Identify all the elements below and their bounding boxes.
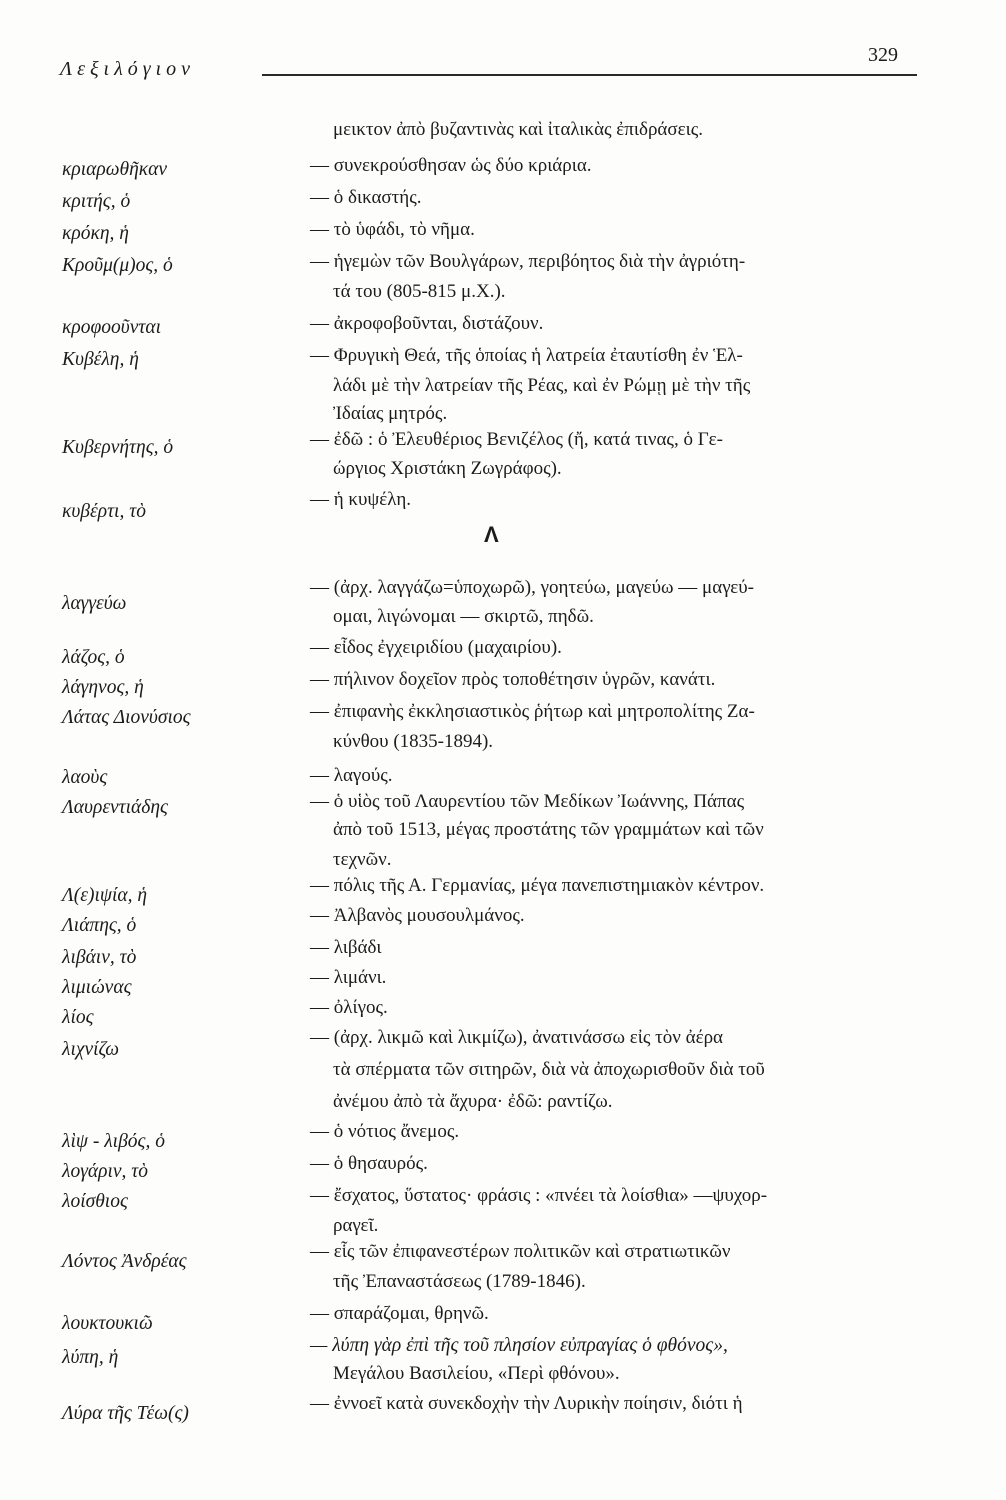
definition-line: — Φρυγικὴ Θεά, τῆς ὁποίας ἡ λατρεία ἐταυτίσθη ἐν Ἑλ- [310,345,743,366]
definition-line: — Ἀλβανὸς μουσουλμάνος. [310,905,525,926]
headword: Λύρα τῆς Τέω(ς) [62,1403,189,1424]
definition-line: κύνθου (1835-1894). [333,731,494,752]
headword: λύπη, ἡ [62,1347,119,1368]
header-rule [262,74,917,76]
headword: λαοὺς [62,767,108,788]
definition-line: — ἡγεμὼν τῶν Βουλγάρων, περιβόητος διὰ τὴν ἀγριότη- [310,251,746,272]
definition-line: ἀπὸ τοῦ 1513, μέγας προστάτης τῶν γραμμάτων καὶ τῶν [333,819,764,840]
definition-line: — ἡ κυψέλη. [310,489,412,510]
definition-line: — ἐπιφανὴς ἐκκλησιαστικὸς ῥήτωρ καὶ μητροπολίτης Ζα- [310,701,755,722]
headword: κριτής, ὁ [62,191,131,212]
headword: κυβέρτι, τὸ [62,501,146,522]
definition-line: — ἐννοεῖ κατὰ συνεκδοχὴν τὴν Λυρικὴν ποίησιν, διότι ἡ [310,1393,743,1414]
headword: Λάτας Διονύσιος [62,707,191,728]
definition-line: — πήλινον δοχεῖον πρὸς τοποθέτησιν ὑγρῶν, κανάτι. [310,669,716,690]
definition-line: — συνεκρούσθησαν ὡς δύο κριάρια. [310,155,592,176]
definition-line: ραγεῖ. [333,1215,379,1236]
headword: Κροῦμ(μ)ος, ὁ [62,255,173,276]
headword: λὶψ - λιβός, ὁ [62,1131,165,1152]
definition-line: Ἰδαίας μητρός. [333,403,448,424]
definition-line: — λύπη γὰρ ἐπὶ τῆς τοῦ πλησίον εὐπραγίας ὁ φθόνος», [310,1335,728,1356]
running-title: Λεξιλόγιον [60,58,196,80]
definition-line: — (ἀρχ. λαγγάζω=ὑποχωρῶ), γοητεύω, μαγεύω — μαγεύ- [310,577,754,598]
headword: λιχνίζω [62,1039,120,1060]
headword: λοίσθιος [62,1191,128,1212]
definition-line: τά του (805-815 μ.Χ.). [333,281,506,302]
page-number: 329 [868,44,898,66]
headword: λαγγεύω [62,593,127,614]
definition-line: τῆς Ἐπαναστάσεως (1789-1846). [333,1271,586,1292]
definition-line: — εἷς τῶν ἐπιφανεστέρων πολιτικῶν καὶ στρατιωτικῶν [310,1241,731,1262]
definition-line: — εἶδος ἐγχειριδίου (μαχαιρίου). [310,637,562,658]
definition-line: — ὁ νότιος ἄνεμος. [310,1121,460,1142]
definition-line: — ὁ θησαυρός. [310,1153,428,1174]
definition-line: — ὁ υἱὸς τοῦ Λαυρεντίου τῶν Μεδίκων Ἰωάννης, Πάπας [310,791,745,812]
headword: κροφοοῦνται [62,317,161,338]
definition-line: ἀνέμου ἀπὸ τὰ ἄχυρα· ἐδῶ: ραντίζω. [333,1091,613,1112]
definition-line: — (ἀρχ. λικμῶ καὶ λικμίζω), ἀνατινάσσω εἰς τὸν ἀέρα [310,1027,723,1048]
headword: κρόκη, ἡ [62,223,129,244]
headword: Λ(ε)ιψία, ἡ [62,885,148,906]
headword: Λόντος Ἀνδρέας [62,1251,187,1272]
definition-line: — πόλις τῆς Α. Γερμανίας, μέγα πανεπιστημιακὸν κέντρον. [310,875,765,896]
definition-line: τὰ σπέρματα τῶν σιτηρῶν, διὰ νὰ ἀποχωρισθοῦν διὰ τοῦ [333,1059,765,1080]
definition-line: — λαγούς. [310,765,393,786]
definition-line: τεχνῶν. [333,849,392,870]
headword: κριαρωθῆκαν [62,159,168,180]
definition-line: — σπαράζομαι, θρηνῶ. [310,1303,489,1324]
definition-line: — ἔσχατος, ὕστατος· φράσις : «πνέει τὰ λοίσθια» —ψυχορ- [310,1185,768,1206]
headword: λουκτουκιῶ [62,1313,153,1334]
definition-line: λάδι μὲ τὴν λατρείαν τῆς Ρέας, καὶ ἐν Ρώμῃ μὲ τὴν τῆς [333,375,751,396]
headword: Κυβέλη, ἡ [62,349,139,370]
definition-line: — ὁ δικαστής. [310,187,422,208]
definition-line: — ὀλίγος. [310,997,388,1018]
headword: λογάριν, τὸ [62,1161,149,1182]
definition-line: Μεγάλου Βασιλείου, «Περὶ φθόνου». [333,1363,620,1384]
headword: λάγηνος, ἡ [62,677,144,698]
headword: λάζος, ὁ [62,647,125,668]
section-letter: Λ [484,522,499,547]
headword: Λαυρεντιάδης [62,797,168,818]
definition-line: — λιμάνι. [310,967,387,988]
definition-line: — ἐδῶ : ὁ Ἐλευθέριος Βενιζέλος (ἤ, κατά τινας, ὁ Γε- [310,429,723,450]
headword: λιβάιν, τὸ [62,947,137,968]
definition-line: — λιβάδι [310,937,382,958]
headword: λιμιώνας [62,977,132,998]
definition-line: — ἀκροφοβοῦνται, διστάζουν. [310,313,544,334]
definition-line: — τὸ ὑφάδι, τὸ νῆμα. [310,219,475,240]
definition-line: μεικτον ἀπὸ βυζαντινὰς καὶ ἰταλικὰς ἐπιδράσεις. [333,119,703,140]
headword: Λιάπης, ὁ [62,915,137,936]
definition-line: ώργιος Χριστάκη Ζωγράφος). [333,458,562,479]
definition-line: ομαι, λιγώνομαι — σκιρτῶ, πηδῶ. [333,606,594,627]
headword: λίος [62,1007,94,1028]
headword: Κυβερνήτης, ὁ [62,437,174,458]
